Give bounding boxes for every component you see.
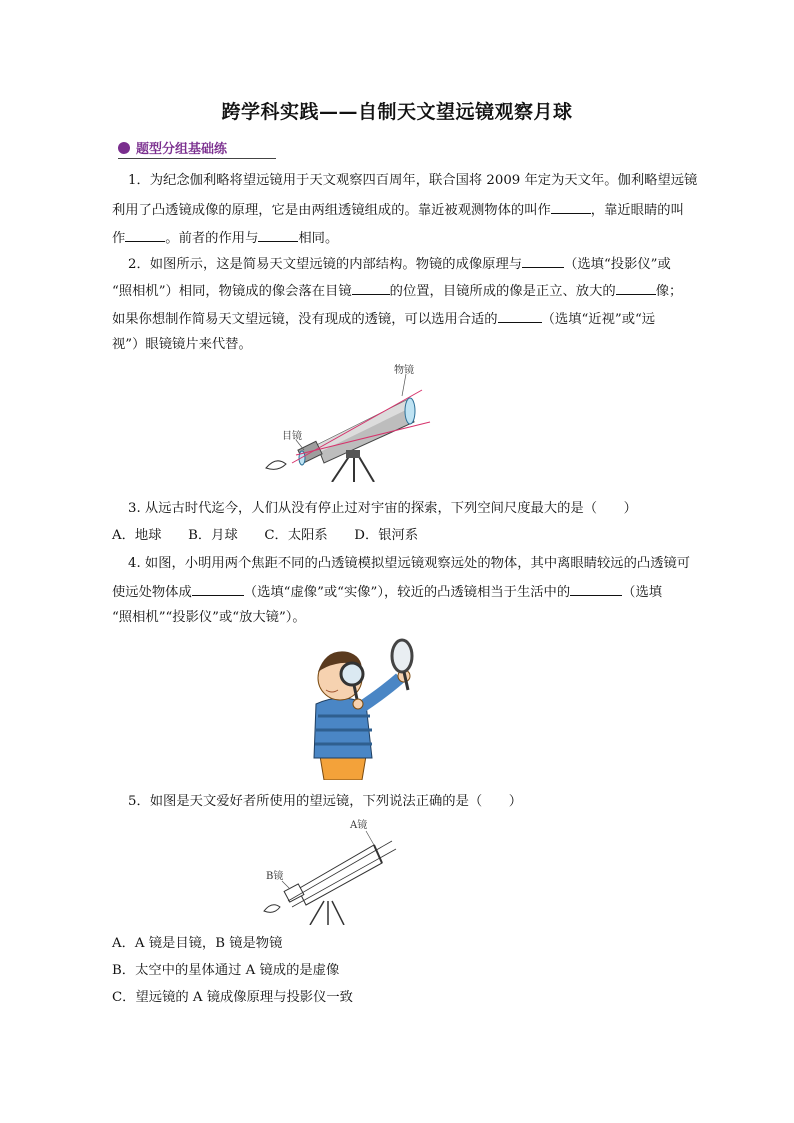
telescope-ab-diagram xyxy=(262,815,402,925)
page-title: 跨学科实践——自制天文望远镜观察月球 xyxy=(221,101,573,123)
q1-blank-3[interactable] xyxy=(258,228,298,242)
label-eyepiece: 目镜 xyxy=(282,431,302,442)
objective-lens xyxy=(405,398,415,424)
q5-option-a: A．A 镜是目镜，B 镜是物镜 xyxy=(112,936,283,951)
q1-line-2: 利用了凸透镜成像的原理，它是由两组透镜组成的。靠近被观测物体的叫作 ，靠近眼睛的叫 xyxy=(112,200,684,220)
q2-blank-4[interactable] xyxy=(498,309,542,323)
q2-blank-1[interactable] xyxy=(522,254,564,268)
section-header xyxy=(118,138,276,159)
q2-line-1: 2．如图所示，这是简易天文望远镜的内部结构。物镜的成像原理与 （选填“投影仪”或 xyxy=(128,254,671,274)
q4-line-1: 4. 如图，小明用两个焦距不同的凸透镜模拟望远镜观察远处的物体，其中离眼睛较远的凸透镜可 xyxy=(128,556,691,571)
q1-blank-1[interactable] xyxy=(551,200,591,214)
q3-stem: 3. 从远古时代迄今，人们从没有停止过对宇宙的探索，下列空间尺度最大的是（ ） xyxy=(128,501,637,516)
bullet-dot-icon xyxy=(118,142,130,154)
q4-blank-1[interactable] xyxy=(192,582,244,596)
near-lens xyxy=(341,663,363,685)
label-a-lens: A镜 xyxy=(350,820,368,831)
q2-line-2: “照相机”）相同，物镜成的像会落在目镜 的位置，目镜所成的像是正立、放大的 像； xyxy=(112,281,682,301)
far-lens xyxy=(392,640,412,672)
label-objective: 物镜 xyxy=(394,365,414,376)
q2-blank-2[interactable] xyxy=(352,281,390,295)
q3-options: A．地球 B．月球 C．太阳系 D．银河系 xyxy=(112,528,419,543)
q5-stem: 5．如图是天文爱好者所使用的望远镜，下列说法正确的是（ ） xyxy=(128,794,523,809)
q4-blank-2[interactable] xyxy=(570,582,622,596)
q5-option-c: C．望远镜的 A 镜成像原理与投影仪一致 xyxy=(112,990,353,1005)
q1-line-1: 1．为纪念伽利略将望远镜用于天文观察四百周年，联合国将 2009 年定为天文年。伽利略望远镜 xyxy=(128,173,698,188)
telescope-diagram xyxy=(262,360,432,482)
eye-icon xyxy=(266,461,286,470)
eye-icon xyxy=(264,905,280,913)
q5-option-b: B．太空中的星体通过 A 镜成的是虚像 xyxy=(112,963,340,978)
boy-with-lenses-illustration xyxy=(296,638,421,780)
q4-line-3: “照相机”“投影仪”或“放大镜”）。 xyxy=(112,610,306,625)
section-label: 题型分组基础练 xyxy=(136,142,228,157)
label-b-lens: B镜 xyxy=(266,871,284,882)
q2-line-3: 如果你想制作简易天文望远镜，没有现成的透镜，可以选用合适的 （选填“近视”或“远 xyxy=(112,309,655,329)
q4-line-2: 使远处物体成 （选填“虚像”或“实像”），较近的凸透镜相当于生活中的 （选填 xyxy=(112,582,662,602)
q2-line-4: 视”）眼镜镜片来代替。 xyxy=(112,337,252,352)
q1-line-3: 作 。前者的作用与 相同。 xyxy=(112,228,338,248)
q1-blank-2[interactable] xyxy=(125,228,165,242)
q2-blank-3[interactable] xyxy=(616,281,656,295)
